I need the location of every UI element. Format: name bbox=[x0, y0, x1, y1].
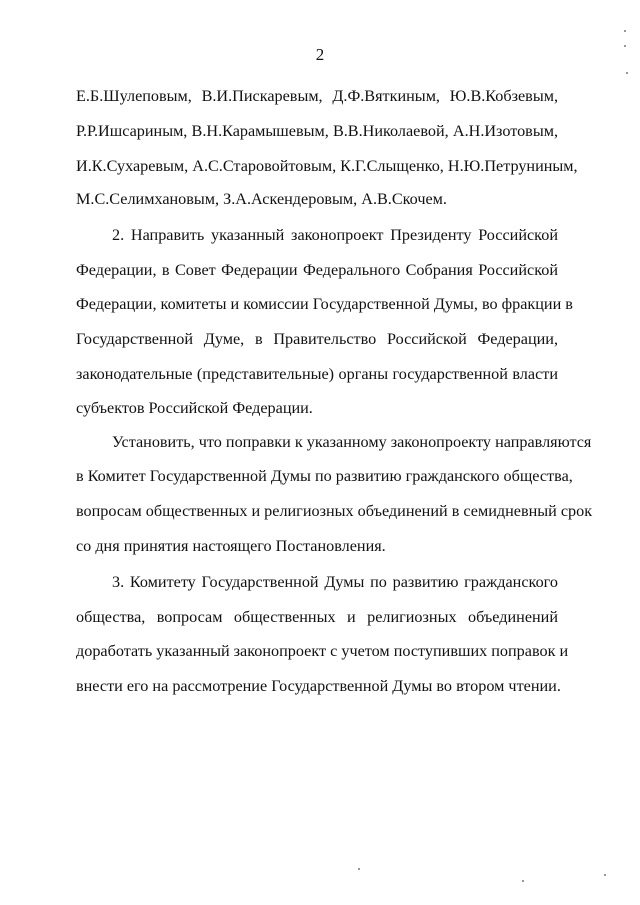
paragraph-line: субъектов Российской Федерации. bbox=[76, 399, 313, 417]
scan-speck bbox=[522, 880, 524, 882]
paragraph-line: в Комитет Государственной Думы по развитию гражданского общества, bbox=[76, 467, 573, 485]
paragraph-line: 2. Направить указанный законопроект Президенту Российской bbox=[112, 226, 558, 244]
paragraph-line: Государственной Думе, в Правительство Российской Федерации, bbox=[76, 330, 558, 348]
scan-speck bbox=[626, 72, 628, 74]
paragraph-line: Е.Б.Шулеповым, В.И.Пискаревым, Д.Ф.Вяткиным, Ю.В.Кобзевым, bbox=[76, 87, 558, 105]
paragraph-line: законодательные (представительные) органы государственной власти bbox=[76, 365, 558, 383]
paragraph-line: 3. Комитету Государственной Думы по развитию гражданского bbox=[112, 573, 558, 591]
scan-speck bbox=[358, 868, 360, 870]
paragraph-line: внести его на рассмотрение Государственной Думы во втором чтении. bbox=[76, 677, 561, 695]
paragraph-line: М.С.Селимхановым, З.А.Аскендеровым, А.В.Скочем. bbox=[76, 190, 447, 208]
scan-speck bbox=[624, 30, 626, 32]
scan-speck bbox=[604, 874, 606, 876]
paragraph-line: Федерации, комитеты и комиссии Государственной Думы, во фракции в bbox=[76, 295, 573, 313]
scan-speck bbox=[624, 45, 626, 47]
paragraph-line: вопросам общественных и религиозных объединений в семидневный срок bbox=[76, 502, 593, 520]
paragraph-line: И.К.Сухаревым, А.С.Старовойтовым, К.Г.Слыщенко, Н.Ю.Петруниным, bbox=[76, 157, 578, 175]
paragraph-line: доработать указанный законопроект с учетом поступивших поправок и bbox=[76, 642, 569, 660]
paragraph-line: Федерации, в Совет Федерации Федерального Собрания Российской bbox=[76, 261, 558, 279]
paragraph-line: Установить, что поправки к указанному законопроекту направляются bbox=[112, 433, 592, 451]
paragraph-line: со дня принятия настоящего Постановления. bbox=[76, 537, 386, 555]
paragraph-line: Р.Р.Ишсариным, В.Н.Карамышевым, В.В.Николаевой, А.Н.Изотовым, bbox=[76, 122, 558, 140]
page-number: 2 bbox=[315, 45, 325, 64]
paragraph-line: общества, вопросам общественных и религиозных объединений bbox=[76, 608, 558, 626]
